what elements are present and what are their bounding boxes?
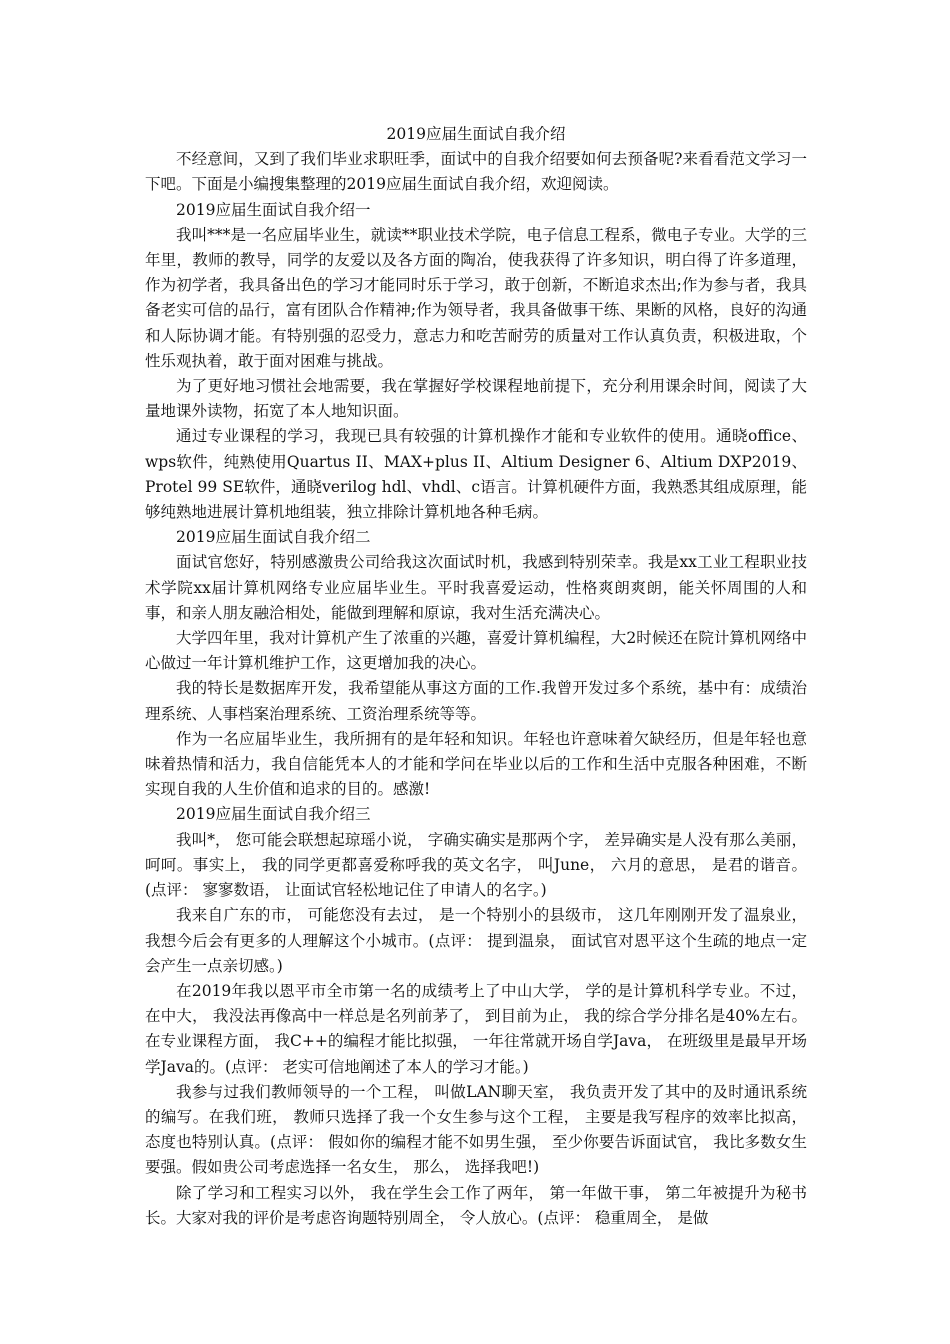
document-page xyxy=(145,122,807,1231)
paragraph: 为了更好地习惯社会地需要，我在掌握好学校课程地前提下，充分利用课余时间，阅读了大量地课外读物，拓宽了本人地知识面。 xyxy=(145,377,807,421)
intro-paragraph: 不经意间，又到了我们毕业求职旺季，面试中的自我介绍要如何去预备呢?来看看范文学习一下吧。下面是小编搜集整理的2019应届生面试自我介绍，欢迎阅读。 xyxy=(145,150,807,194)
paragraph: 我叫***是一名应届毕业生，就读**职业技术学院，电子信息工程系，微电子专业。大学的三年里，教师的教导，同学的友爱以及各方面的陶冶，使我获得了许多知识，明白得了许多道理，作为初学者，我具备出色的学习才能同时乐于学习，敢于创新，不断追求杰出;作为参与者，我具备老实可信的品行，富有团队合作精神;作为领导者，我具备做事干练、果断的风格，良好的沟通和人际协调才能。有特别强的忍受力，意志力和吃苦耐劳的质量对工作认真负责，积极进取，个性乐观执着，敢于面对困难与挑战。 xyxy=(145,225,807,370)
paragraph: 除了学习和工程实习以外， 我在学生会工作了两年， 第一年做干事， 第二年被提升为秘书长。大家对我的评价是考虑咨询题特别周全， 令人放心。(点评： 稳重周全， 是做 xyxy=(145,1183,807,1227)
section-heading-3: 2019应届生面试自我介绍三 xyxy=(176,805,371,824)
section-heading-1: 2019应届生面试自我介绍一 xyxy=(176,200,371,219)
paragraph: 通过专业课程的学习，我现已具有较强的计算机操作才能和专业软件的使用。通晓office、wps软件，纯熟使用Quartus II、MAX+plus II、Altium Designer 6、Altium DXP2019、Protel 99 SE软件，通晓verilog hdl、vhdl、c语言。计算机硬件方面，我熟悉其组成原理，能够纯熟地进展计算机地组装，独立排除计算机地各种毛病。 xyxy=(145,427,807,522)
paragraph: 作为一名应届毕业生，我所拥有的是年轻和知识。年轻也许意味着欠缺经历，但是年轻也意味着热情和活力，我自信能凭本人的才能和学问在毕业以后的工作和生活中克服各种困难，不断实现自我的人生价值和追求的目的。感激! xyxy=(145,729,807,799)
paragraph: 我的特长是数据库开发，我希望能从事这方面的工作.我曾开发过多个系统，基中有：成绩治理系统、人事档案治理系统、工资治理系统等等。 xyxy=(145,679,807,723)
paragraph: 在2019年我以恩平市全市第一名的成绩考上了中山大学， 学的是计算机科学专业。不过， 在中大， 我没法再像高中一样总是名列前茅了， 到目前为止， 我的综合学分排名是40%左右。在专业课程方面， 我C++的编程才能比拟强， 一年往常就开场自学Java， 在班级里是最早开场学Java的。(点评： 老实可信地阐述了本人的学习才能。) xyxy=(145,981,807,1076)
section-heading-2: 2019应届生面试自我介绍二 xyxy=(176,528,371,547)
paragraph: 面试官您好，特别感激贵公司给我这次面试时机，我感到特别荣幸。我是xx工业工程职业技术学院xx届计算机网络专业应届毕业生。平时我喜爱运动，性格爽朗爽朗，能关怀周围的人和事，和亲人朋友融洽相处，能做到理解和原谅，我对生活充满决心。 xyxy=(145,553,807,622)
paragraph: 我参与过我们教师领导的一个工程， 叫做LAN聊天室， 我负责开发了其中的及时通讯系统的编写。在我们班， 教师只选择了我一个女生参与这个工程， 主要是我写程序的效率比拟高， 态度也特别认真。(点评： 假如你的编程才能不如男生强， 至少你要告诉面试官， 我比多数女生要强。假如贵公司考虑选择一名女生， 那么， 选择我吧!) xyxy=(145,1082,807,1177)
paragraph: 大学四年里，我对计算机产生了浓重的兴趣，喜爱计算机编程，大2时候还在院计算机网络中心做过一年计算机维护工作，这更增加我的决心。 xyxy=(145,629,807,673)
paragraph: 我叫*， 您可能会联想起琼瑶小说， 字确实确实是那两个字， 差异确实是人没有那么美丽， 呵呵。事实上， 我的同学更都喜爱称呼我的英文名字， 叫June， 六月的意思， 是君的谐音。(点评： 寥寥数语， 让面试官轻松地记住了申请人的名字。) xyxy=(145,830,807,900)
document-title: 2019应届生面试自我介绍 xyxy=(386,125,566,143)
paragraph: 我来自广东的市， 可能您没有去过， 是一个特别小的县级市， 这几年刚刚开发了温泉业， 我想今后会有更多的人理解这个小城市。(点评： 提到温泉， 面试官对恩平这个生疏的地点一定会产生一点亲切感。) xyxy=(145,906,807,975)
